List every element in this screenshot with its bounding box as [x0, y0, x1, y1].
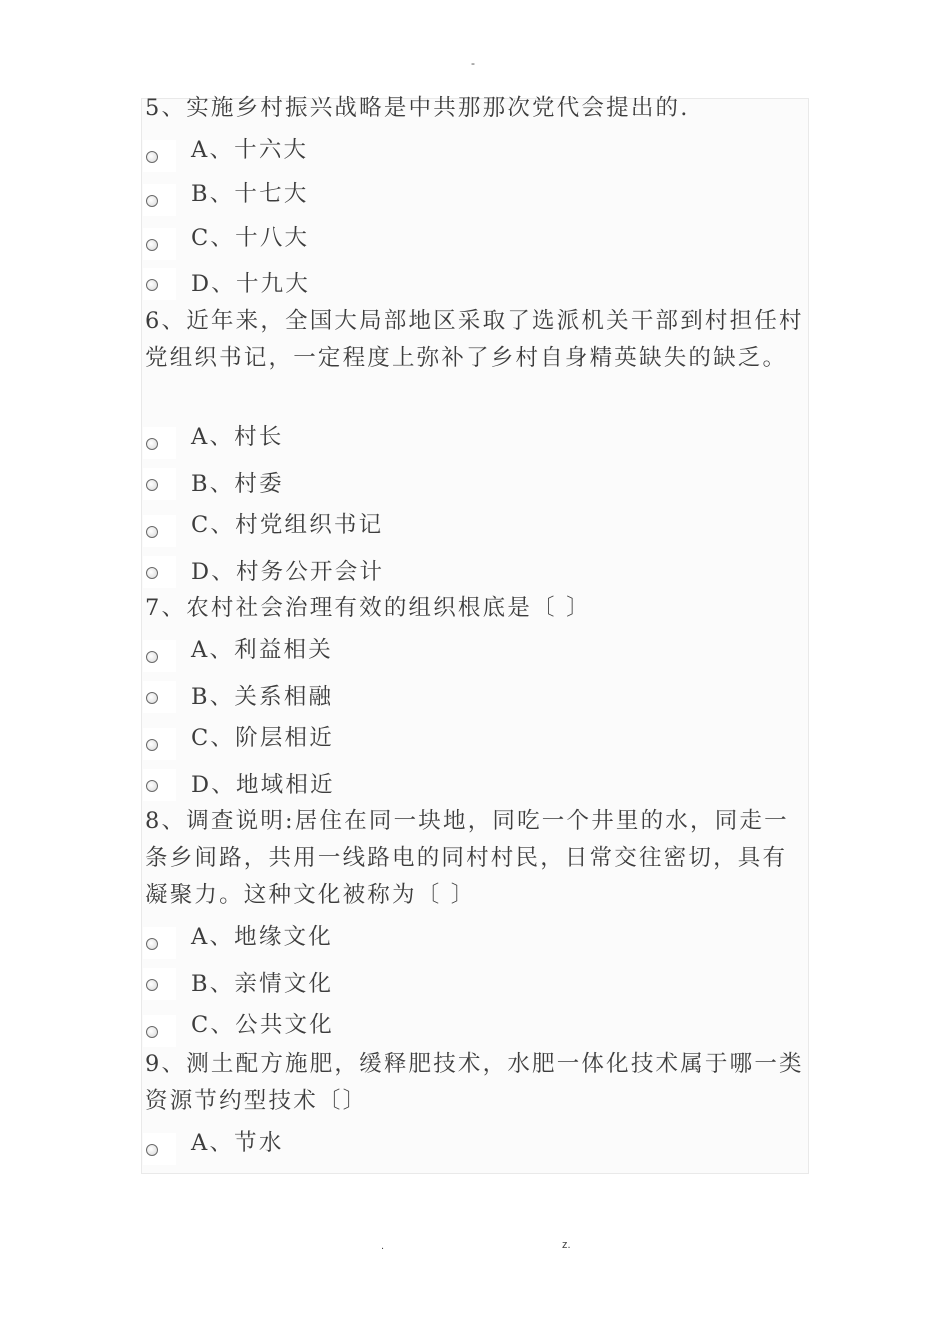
radio-button[interactable]: [143, 728, 176, 760]
radio-circle-icon[interactable]: [146, 438, 158, 450]
radio-circle-icon[interactable]: [146, 279, 158, 291]
radio-button[interactable]: [143, 468, 176, 500]
question-6-text: 6、近年来，全国大局部地区采取了选派机关干部到村担任村党组织书记，一定程度上弥补了乡村自身精英缺失的缺乏。: [145, 308, 804, 371]
question-5-option-a[interactable]: [143, 132, 803, 172]
question-7-text: 7、农村社会治理有效的组织根底是〔 〕: [145, 595, 591, 621]
question-6-option-a[interactable]: [143, 419, 803, 459]
radio-circle-icon[interactable]: [146, 938, 158, 950]
option-label: C、公共文化: [191, 1012, 334, 1038]
radio-button[interactable]: [143, 427, 176, 459]
radio-button[interactable]: [143, 556, 176, 588]
option-label: B、村委: [191, 471, 284, 497]
radio-circle-icon[interactable]: [146, 692, 158, 704]
question-7-option-d[interactable]: [143, 767, 803, 807]
radio-button[interactable]: [143, 927, 176, 959]
question-9-text: 9、测土配方施肥，缓释肥技术，水肥一体化技术属于哪一类资源节约型技术〔〕: [145, 1051, 804, 1114]
radio-circle-icon[interactable]: [146, 739, 158, 751]
option-label: B、亲情文化: [191, 971, 334, 997]
option-label: A、节水: [191, 1130, 284, 1156]
radio-circle-icon[interactable]: [146, 479, 158, 491]
question-5-option-d[interactable]: [143, 266, 803, 306]
option-label: D、十九大: [191, 271, 311, 297]
radio-circle-icon[interactable]: [146, 1144, 158, 1156]
radio-button[interactable]: [143, 640, 176, 672]
radio-circle-icon[interactable]: [146, 1026, 158, 1038]
question-5-text: 5、实施乡村振兴战略是中共那那次党代会提出的.: [145, 95, 690, 121]
radio-circle-icon[interactable]: [146, 979, 158, 991]
radio-button[interactable]: [143, 968, 176, 1000]
radio-circle-icon[interactable]: [146, 567, 158, 579]
radio-circle-icon[interactable]: [146, 780, 158, 792]
option-label: A、地缘文化: [191, 924, 333, 950]
question-9-option-a[interactable]: [143, 1125, 803, 1165]
question-5-option-b[interactable]: [143, 176, 803, 216]
radio-button[interactable]: [143, 1133, 176, 1165]
option-label: B、关系相融: [191, 684, 334, 710]
option-label: D、村务公开会计: [191, 559, 385, 585]
question-6-option-c[interactable]: [143, 507, 803, 547]
option-label: A、十六大: [191, 137, 309, 163]
footer-right-mark: z.: [562, 1239, 571, 1251]
radio-button[interactable]: [143, 140, 176, 172]
radio-button[interactable]: [143, 681, 176, 713]
radio-button[interactable]: [143, 228, 176, 260]
question-7-option-a[interactable]: [143, 632, 803, 672]
question-8-option-c[interactable]: [143, 1007, 803, 1047]
option-label: C、阶层相近: [191, 725, 334, 751]
radio-circle-icon[interactable]: [146, 651, 158, 663]
radio-button[interactable]: [143, 184, 176, 216]
question-8-option-a[interactable]: [143, 919, 803, 959]
option-label: A、利益相关: [191, 637, 333, 663]
option-label: A、村长: [191, 424, 284, 450]
radio-circle-icon[interactable]: [146, 526, 158, 538]
radio-button[interactable]: [143, 769, 176, 801]
question-8-text: 8、调查说明:居住在同一块地，同吃一个井里的水，同走一条乡间路，共用一线路电的同村村民，日常交往密切，具有凝聚力。这种文化被称为〔 〕: [145, 808, 789, 908]
page-header-mark: -: [471, 56, 475, 70]
radio-button[interactable]: [143, 1015, 176, 1047]
radio-button[interactable]: [143, 268, 176, 300]
question-8-option-b[interactable]: [143, 966, 803, 1006]
radio-circle-icon[interactable]: [146, 239, 158, 251]
option-label: D、地域相近: [191, 772, 335, 798]
footer-left-mark: .: [381, 1240, 385, 1252]
question-6-option-b[interactable]: [143, 466, 803, 506]
question-7-option-b[interactable]: [143, 679, 803, 719]
question-5-option-c[interactable]: [143, 220, 803, 260]
radio-circle-icon[interactable]: [146, 151, 158, 163]
radio-button[interactable]: [143, 515, 176, 547]
question-6-option-d[interactable]: [143, 554, 803, 594]
radio-circle-icon[interactable]: [146, 195, 158, 207]
option-label: B、十七大: [191, 181, 309, 207]
question-7-option-c[interactable]: [143, 720, 803, 760]
option-label: C、十八大: [191, 225, 310, 251]
option-label: C、村党组织书记: [191, 512, 384, 538]
